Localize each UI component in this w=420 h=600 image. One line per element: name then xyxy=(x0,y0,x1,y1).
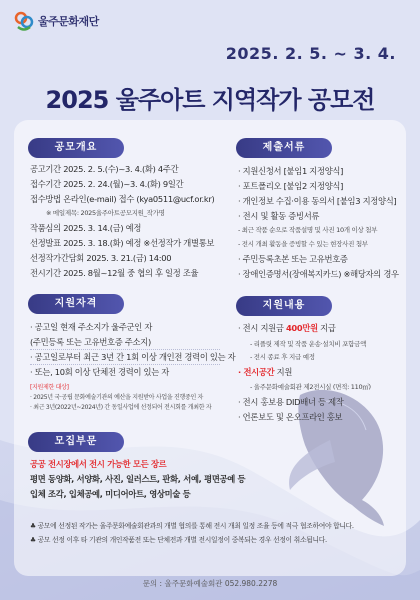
support-detail: - 리플릿 제작 및 작품 운송·설치비 포함금액 xyxy=(250,340,367,348)
restriction-title: [지원제한 대상] xyxy=(30,384,69,391)
overview-line: 접수기간 2025. 2. 24.(월)~3. 4.(화) 9일간 xyxy=(30,179,184,189)
documents-line: · 장애인증명서(장애복지카드) ※해당자의 경우 xyxy=(238,269,399,279)
categories-title: 모집부문 xyxy=(28,432,124,452)
overview-line: 공고기간 2025. 2. 5.(수)~3. 4.(화) 4주간 xyxy=(30,164,179,174)
documents-title: 제출서류 xyxy=(236,138,332,158)
support-detail: - 울주문화예술회관 제2전시실 (면적: 110㎡) xyxy=(250,383,371,391)
overview-title: 공모개요 xyxy=(28,138,124,158)
eligibility-line: · 공고일 현재 주소지가 울주군인 자 xyxy=(30,322,153,332)
note-item: ♣ 공모에 선정된 작가는 울주문화예술회관과의 개별 협의를 통해 전시 개최 일정 조율 등에 적극 협조하여야 합니다. xyxy=(30,522,354,530)
support-detail: - 전시 종료 후 지급 예정 xyxy=(250,353,315,361)
date-range: 2025. 2. 5. ~ 3. 4. xyxy=(225,44,396,63)
restriction-line: · 최근 3년(2022년~2024년) 간 동일사업에 선정되어 전시회를 개최한 자 xyxy=(30,404,212,411)
support-fund-amount: 400만원 xyxy=(285,323,318,333)
support-line: · 전시 홍보용 DID배너 등 제작 xyxy=(238,397,344,407)
page-title: 2025 울주아트 지역작가 공모전 xyxy=(45,86,375,114)
support-space: · 전시공간 지원 xyxy=(238,367,293,377)
logo-mark-icon xyxy=(14,10,34,32)
eligibility-line: (주민등록 또는 고유번호증 주소지) xyxy=(30,337,151,347)
overview-line: 전시기간 2025. 8월~12월 중 협의 후 일정 조율 xyxy=(30,268,199,278)
restriction-line: · 2025년 국·공립 문화예술기관의 예산을 지원받아 사업을 진행중인 자 xyxy=(30,394,204,401)
overview-line: 선정작가간담회 2025. 3. 21.(금) 14:00 xyxy=(30,253,172,263)
documents-line: · 포트폴리오 [붙임2 지정양식] xyxy=(238,181,344,191)
overview-line: 작품심의 2025. 3. 14.(금) 예정 xyxy=(30,223,142,233)
notes xyxy=(30,519,400,547)
logo-text: 울주문화재단 xyxy=(38,15,99,28)
documents-detail: - 최근 작품 순으로 작품설명 및 사진 10개 이상 첨부 xyxy=(238,226,378,234)
overview-line: 접수방법 온라인(e-mail) 접수 (kya0511@ucf.or.kr) xyxy=(30,194,215,204)
footer-contact: 문의 : 울주문화예술회관 052.980.2278 xyxy=(142,579,278,588)
overview-note: ※ 메일제목: 2025울주아트공모지원_작가명 xyxy=(46,209,165,217)
eligibility-line: · 공고일로부터 최근 3년 간 1회 이상 개인전 경력이 있는 자 xyxy=(30,352,236,362)
documents-detail: - 전시 개최 활동을 증빙할 수 있는 현장사진 첨부 xyxy=(238,240,368,248)
categories-line: 평면 동양화, 서양화, 사진, 일러스트, 판화, 서예, 평면공예 등 xyxy=(30,474,246,484)
eligibility-line: · 또는, 10회 이상 단체전 경력이 있는 자 xyxy=(30,367,170,377)
documents-line: · 개인정보 수집·이용 동의서 [붙임3 지정양식] xyxy=(238,196,397,206)
eligibility-title: 지원자격 xyxy=(28,294,124,314)
overview-line: 선정발표 2025. 3. 18.(화) 예정 ※선정작가 개별통보 xyxy=(30,238,215,248)
categories-line: 입체 조각, 입체공예, 미디어아트, 영상미술 등 xyxy=(30,489,191,499)
documents-line: · 지원신청서 [붙임1 지정양식] xyxy=(238,166,344,176)
support-title: 지원내용 xyxy=(236,296,332,316)
documents-line: · 전시 및 활동 증빙서류 xyxy=(238,211,320,221)
support-fund: · 전시 지원금 400만원 지급 xyxy=(238,323,336,333)
categories-headline: 공공 전시장에서 전시 가능한 모든 장르 xyxy=(30,459,167,469)
documents-line: · 주민등록초본 또는 고유번호증 xyxy=(238,254,348,264)
logo xyxy=(14,10,99,32)
note-item: ♣ 공모 선정 이후 타 기관의 개인작품전 또는 단체전과 개별 전시일정이 중복되는 경우 선정이 취소됩니다. xyxy=(30,536,327,544)
support-line: · 언론보도 및 온오프라인 홍보 xyxy=(238,412,343,422)
